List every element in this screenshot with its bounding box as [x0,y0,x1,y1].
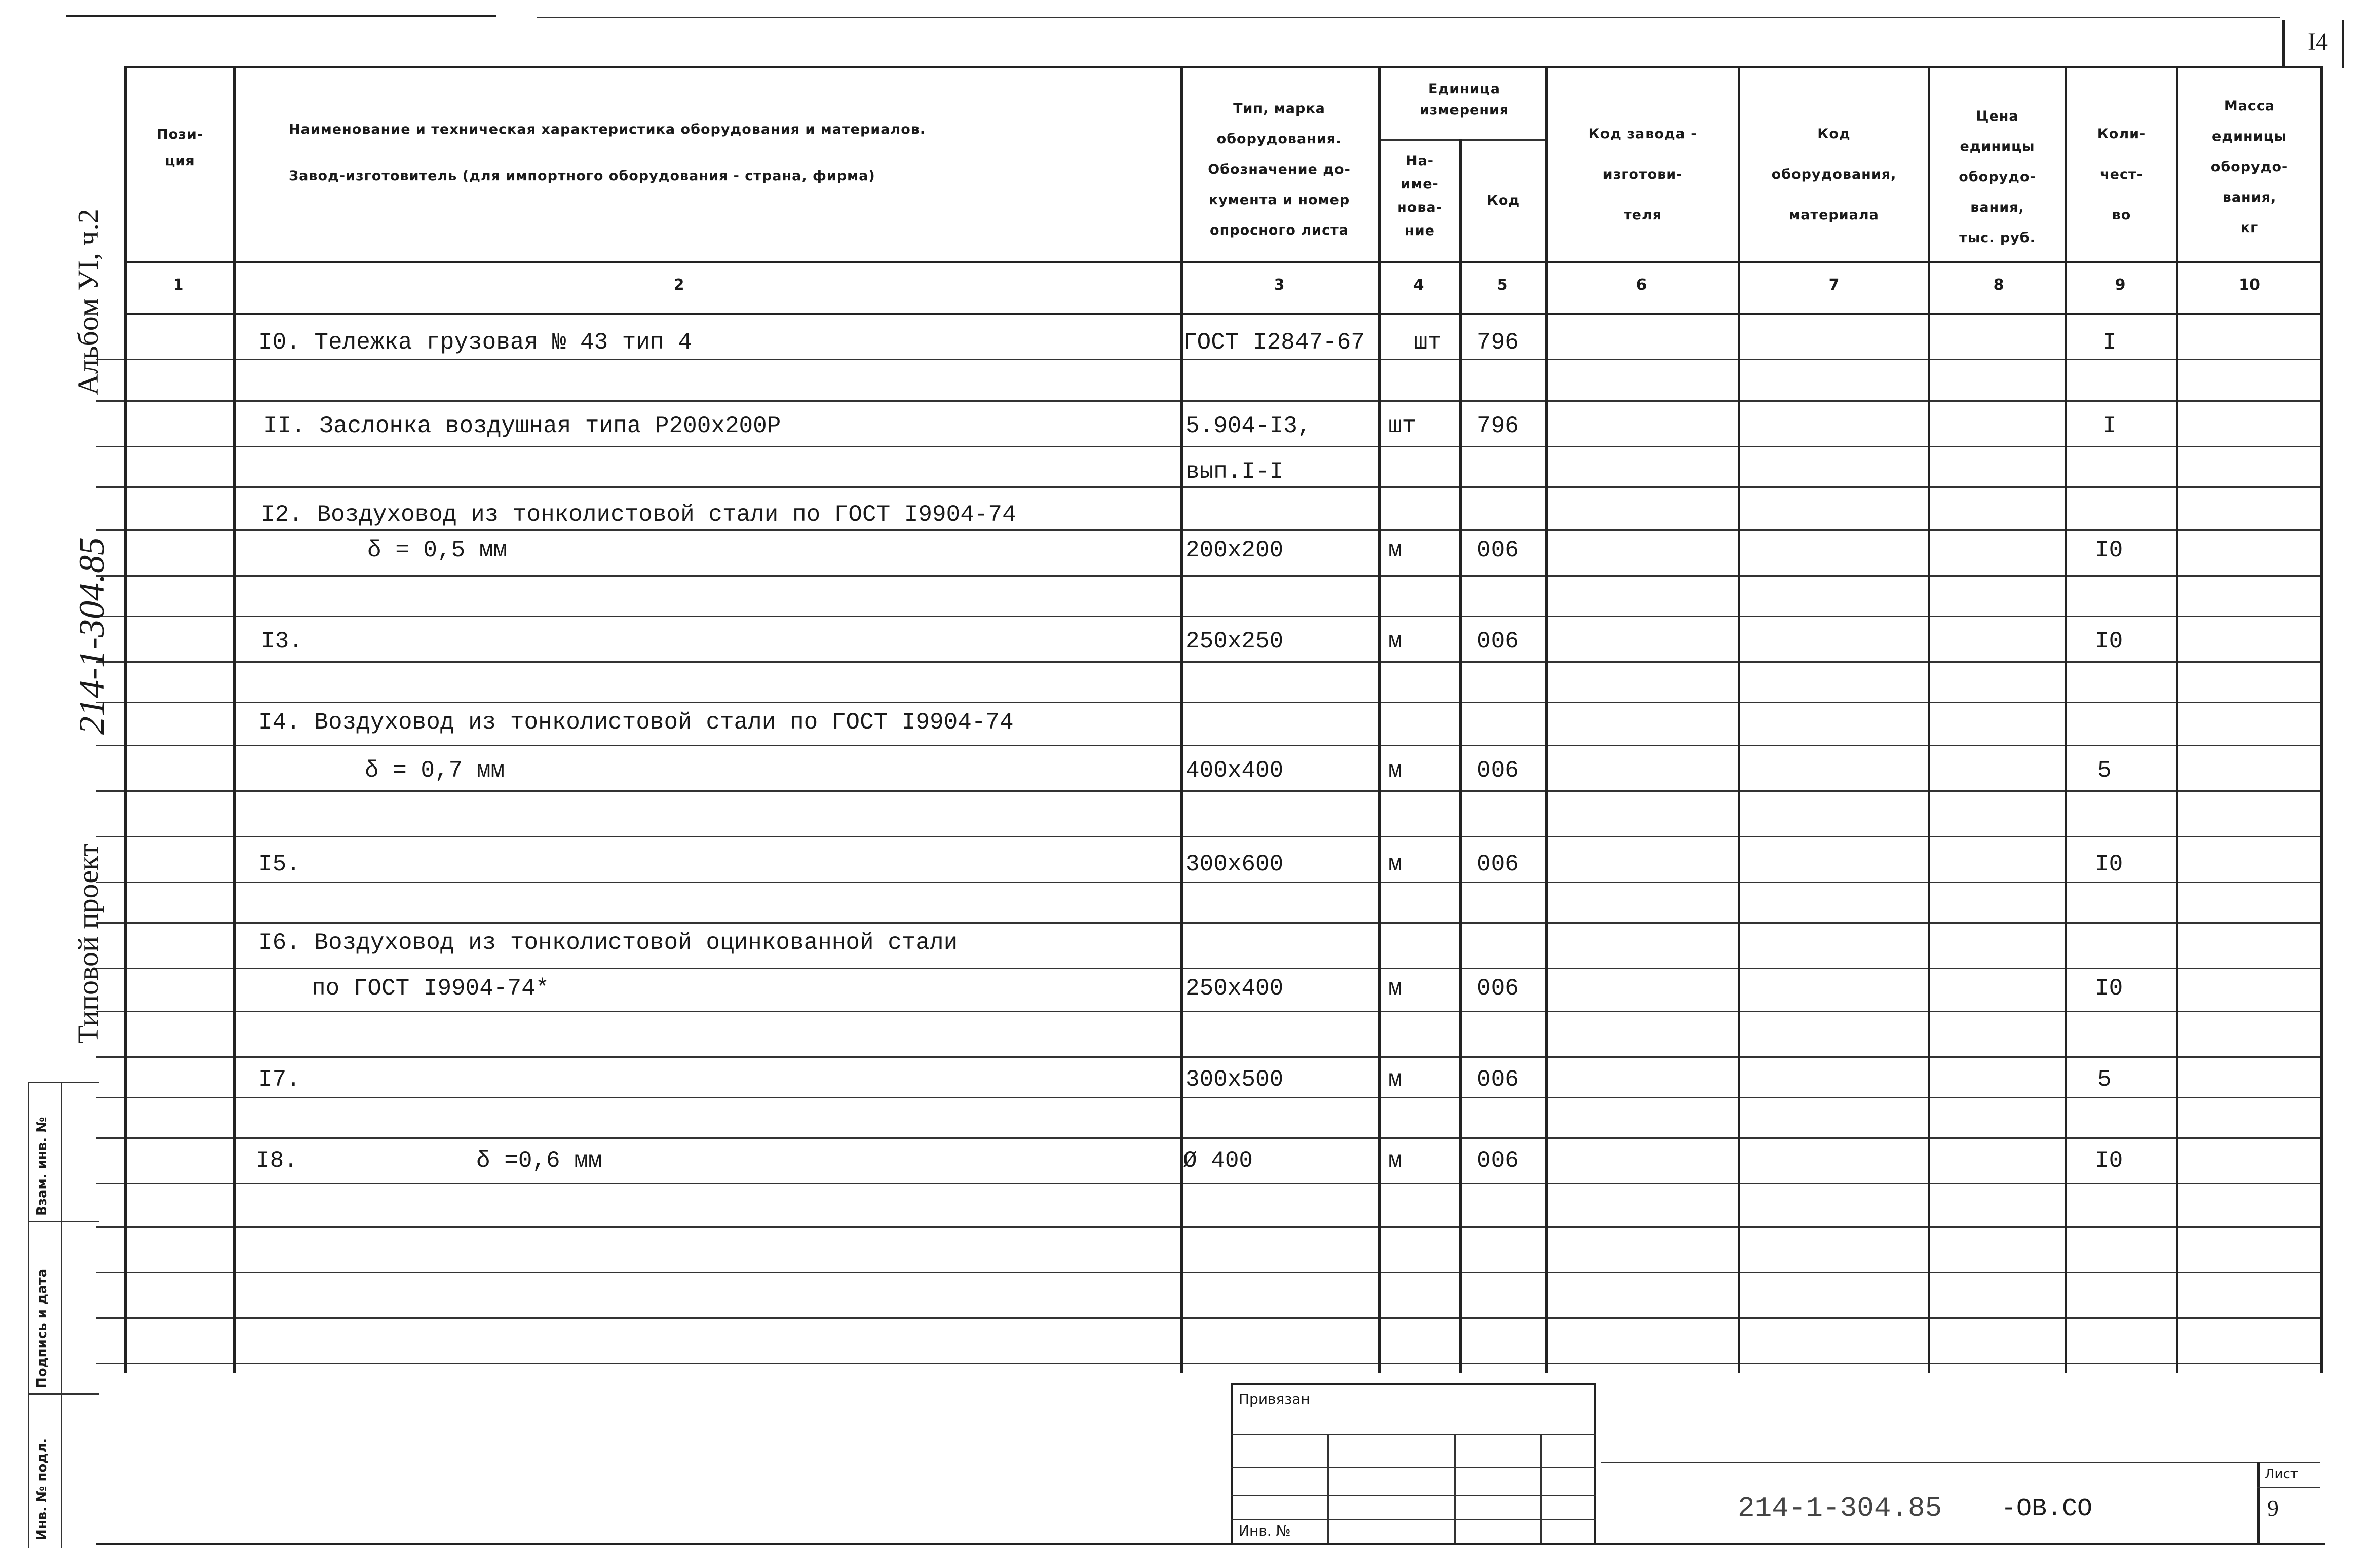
row-7-code: 006 [1477,757,1519,784]
sheet-box-left [2257,1462,2260,1543]
row-4-qty: I0 [2095,537,2123,563]
privyazan-vline-2 [1454,1434,1456,1543]
stamp-podpis: Подпись и дата [34,1268,50,1388]
row-8-qty: I0 [2095,851,2123,877]
row-8-unit: м [1388,851,1402,877]
row-11-name: I7. [258,1066,300,1093]
header-type: Тип, марка оборудования. Обозначение до- кумента и номер опросного листа [1208,101,1351,238]
top-border-line-2 [537,17,2280,18]
row-9-name: I6. Воздуховод из тонколистовой оцинкованной стали [258,930,958,956]
row-12-qty: I0 [2095,1148,2123,1174]
row-12-type: Ø 400 [1183,1148,1253,1174]
row-1-qty: I [2103,413,2117,439]
header-equipment-code: Код оборудования, материала [1771,126,1897,223]
row-grid-line [96,1097,2323,1098]
stamp-line-b [28,1393,99,1395]
row-8-name: I5. [258,851,300,877]
colnum-6: 6 [1636,276,1647,294]
row-grid-line [96,790,2323,792]
colnum-3: 3 [1274,276,1285,294]
row-8-code: 006 [1477,851,1519,877]
row-10-type: 250х400 [1186,975,1284,1002]
row-grid-line [96,1137,2323,1139]
stamp-line-a [28,1221,99,1222]
row-5-unit: м [1388,628,1402,655]
bottom-frame-line [96,1543,2325,1545]
colnum-10: 10 [2239,276,2260,294]
col-line-3 [1378,66,1381,1373]
row-grid-line [96,882,2323,883]
header-position: Пози- ция [157,127,203,169]
row-3-name: I2. Воздуховод из тонколистовой стали по ГОСТ I9904-74 [261,502,1016,528]
row-grid-line [96,529,2323,531]
row-grid-line [96,400,2323,402]
row-7-type: 400х400 [1186,757,1284,784]
row-1-unit: шт [1388,413,1417,439]
row-7-qty: 5 [2097,757,2112,784]
col-line-0 [124,66,127,1373]
row-grid-line [96,968,2323,969]
table-top-line [124,66,2323,68]
row-1-type: 5.904-I3, [1186,413,1312,439]
row-11-code: 006 [1477,1066,1519,1093]
colnum-2: 2 [673,276,684,294]
col-line-1 [233,66,236,1373]
header-price: Цена единицы оборудо- вания, тыс. руб. [1959,108,2036,246]
colnum-7: 7 [1828,276,1840,294]
row-7-unit: м [1388,757,1402,784]
row-0-code: 796 [1477,329,1519,356]
row-12-code: 006 [1477,1148,1519,1174]
privyazan-vline-1 [1327,1434,1329,1543]
row-10-unit: м [1388,975,1402,1002]
sheet-box-divider [2257,1487,2320,1488]
colnum-1: 1 [173,276,184,294]
row-4-type: 200х200 [1186,537,1284,563]
row-grid-line [96,1183,2323,1184]
row-2-type: вып.I-I [1186,458,1284,485]
row-grid-line [96,1272,2323,1273]
stamp-mid-line [61,1082,62,1548]
row-11-type: 300х500 [1186,1066,1284,1093]
row-grid-line [96,1226,2323,1228]
row-0-name: I0. Тележка грузовая № 43 тип 4 [258,329,692,356]
row-grid-line [96,1317,2323,1319]
col-line-7 [1928,66,1930,1373]
row-grid-line [96,745,2323,746]
header-unit-name: На- име- нова- ние [1397,153,1442,239]
sheet-number: 9 [2267,1495,2279,1521]
header-quantity: Коли- чест- во [2097,126,2146,223]
document-suffix: -ОВ.СО [2001,1495,2093,1523]
row-4-name: δ = 0,5 мм [367,537,508,563]
col-line-10 [2320,66,2323,1373]
col-line-6 [1738,66,1740,1373]
privyazan-label: Привязан [1239,1391,1310,1407]
row-grid-line [96,616,2323,617]
unit-group-divider [1378,139,1548,141]
row-8-type: 300х600 [1186,851,1284,877]
page-number-box-right [2342,20,2344,68]
col-line-8 [2065,66,2067,1373]
row-0-qty: I [2103,329,2117,356]
row-grid-line [96,359,2323,360]
row-5-type: 250х250 [1186,628,1284,655]
row-0-unit: шт [1413,329,1442,356]
stamp-left-line [28,1082,29,1548]
side-project-code: 214-1-304.85 [71,537,112,735]
colnum-8: 8 [1993,276,2004,294]
row-0-type: ГОСТ I2847-67 [1183,329,1365,356]
top-border-line [66,15,496,17]
colnum-5: 5 [1497,276,1508,294]
row-12-unit: м [1388,1148,1402,1174]
colnum-9: 9 [2115,276,2126,294]
row-grid-line [96,1363,2323,1364]
page-number-box-left [2282,20,2285,68]
row-4-unit: м [1388,537,1402,563]
colnum-bottom-line [124,313,2323,315]
row-grid-line [96,1056,2323,1058]
stamp-vzam: Взам. инв. № [34,1117,50,1216]
col-line-9 [2176,66,2178,1373]
row-grid-line [96,575,2323,577]
row-5-code: 006 [1477,628,1519,655]
header-unit-group: Единица измерения [1419,81,1509,118]
row-11-unit: м [1388,1066,1402,1093]
header-bottom-line [124,261,2323,263]
row-1-name: II. Заслонка воздушная типа Р200х200Р [263,413,781,439]
stamp-top-line [28,1082,99,1083]
header-plant-code: Код завода - изготови- теля [1588,126,1697,223]
row-7-name: δ = 0,7 мм [365,757,505,784]
row-grid-line [96,486,2323,488]
row-5-qty: I0 [2095,628,2123,655]
row-grid-line [96,922,2323,924]
col-line-2 [1180,66,1183,1373]
colnum-4: 4 [1413,276,1424,294]
row-12-name-thickness: δ =0,6 мм [476,1148,602,1174]
row-grid-line [96,446,2323,447]
inv-no-label: Инв. № [1239,1522,1291,1539]
row-10-name: по ГОСТ I9904-74* [312,975,550,1002]
col-line-4 [1459,139,1462,1373]
row-grid-line [96,1011,2323,1012]
col-line-5 [1545,66,1548,1373]
side-album-label: Альбом УI, ч.2 [71,209,104,395]
document-code: 214-1-304.85 [1738,1492,1942,1524]
row-1-code: 796 [1477,413,1519,439]
row-6-name: I4. Воздуховод из тонколистовой стали по ГОСТ I9904-74 [258,709,1014,736]
title-block-top-line [1601,1462,2320,1463]
header-mass: Масса единицы оборудо- вания, кг [2210,98,2288,236]
row-grid-line [96,661,2323,663]
row-11-qty: 5 [2097,1066,2112,1093]
header-unit-code: Код [1486,193,1520,208]
row-grid-line [96,836,2323,837]
page-number: I4 [2308,28,2328,55]
privyazan-vline-3 [1540,1434,1542,1543]
sheet-label: Лист [2265,1467,2298,1482]
stamp-inv: Инв. № подл. [34,1438,50,1540]
row-4-code: 006 [1477,537,1519,563]
row-5-name: I3. [261,628,303,655]
header-name: Наименование и техническая характеристика оборудования и материалов. Завод-изготовитель (для импортного оборудования - страна, фирма) [289,122,926,184]
row-12-name: I8. [256,1148,298,1174]
row-10-code: 006 [1477,975,1519,1002]
side-project-type: Типовой проект [71,844,104,1044]
row-grid-line [96,702,2323,703]
row-10-qty: I0 [2095,975,2123,1002]
